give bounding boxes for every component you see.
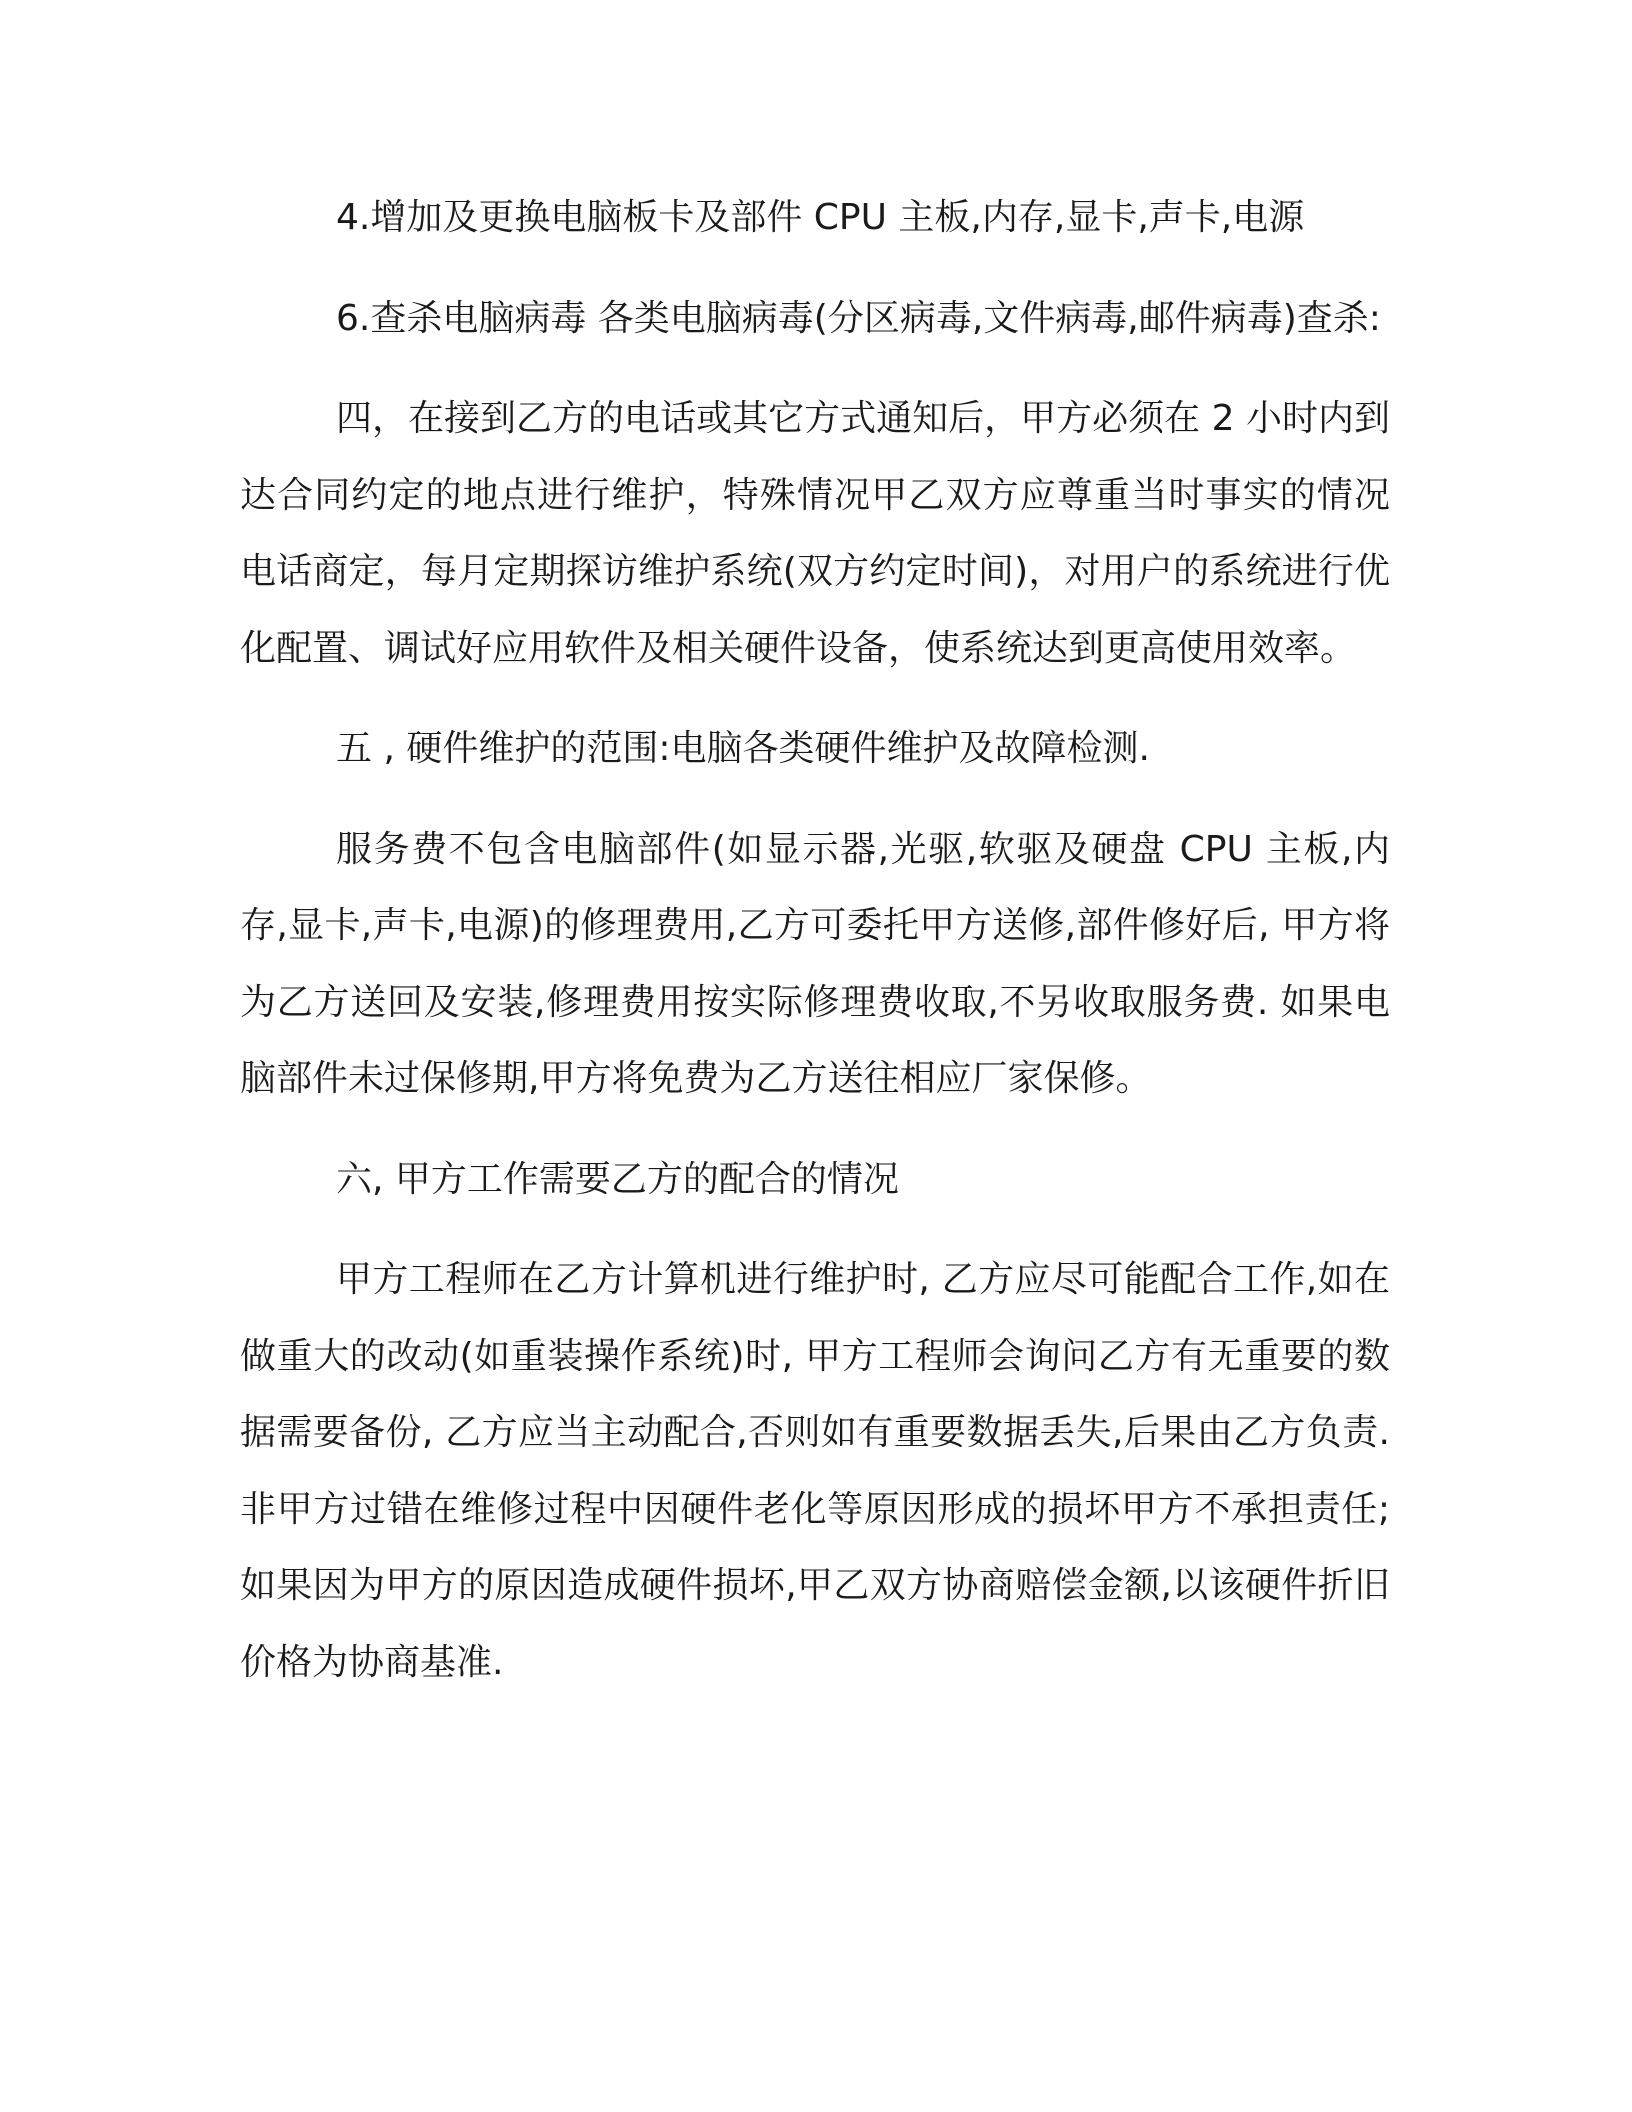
paragraph-item-4: 4.增加及更换电脑板卡及部件 CPU 主板,内存,显卡,声卡,电源 <box>336 197 1305 238</box>
paragraph-service-fee: 服务费不包含电脑部件(如显示器,光驱,软驱及硬盘 CPU 主板,内存,显卡,声卡,电源)的修理费用,乙方可委托甲方送修,部件修好后, 甲方将为乙方送回及安装,修理费用按实际修理费收取,不另收取服务费. 如果电脑部件未过保修期,甲方将免费为乙方送往相应厂家保修。 <box>240 828 1390 1099</box>
paragraph-item-6: 6.查杀电脑病毒 各类电脑病毒(分区病毒,文件病毒,邮件病毒)查杀: <box>336 297 1381 339</box>
paragraph-section-4: 四，在接到乙方的电话或其它方式通知后，甲方必须在 2 小时内到达合同约定的地点进行维护，特殊情况甲乙双方应尊重当时事实的情况电话商定，每月定期探访维护系统(双方约定时间)，对用户的系统进行优化配置、调试好应用软件及相关硬件设备，使系统达到更高使用效率。 <box>240 398 1390 669</box>
paragraph-section-6-heading: 六, 甲方工作需要乙方的配合的情况 <box>336 1158 899 1200</box>
paragraph-section-5-heading: 五 , 硬件维护的范围:电脑各类硬件维护及故障检测. <box>336 728 1150 769</box>
document-body <box>240 180 1390 1701</box>
paragraph-cooperation: 甲方工程师在乙方计算机进行维护时, 乙方应尽可能配合工作,如在做重大的改动(如重装操作系统)时, 甲方工程师会询问乙方有无重要的数据需要备份, 乙方应当主动配合,否则如有重要数据丢失,后果由乙方负责.非甲方过错在维修过程中因硬件老化等原因形成的损坏甲方不承担责任;如果因为甲方的原因造成硬件损坏,甲乙双方协商赔偿金额,以该硬件折旧价格为协商基准. <box>240 1259 1390 1683</box>
